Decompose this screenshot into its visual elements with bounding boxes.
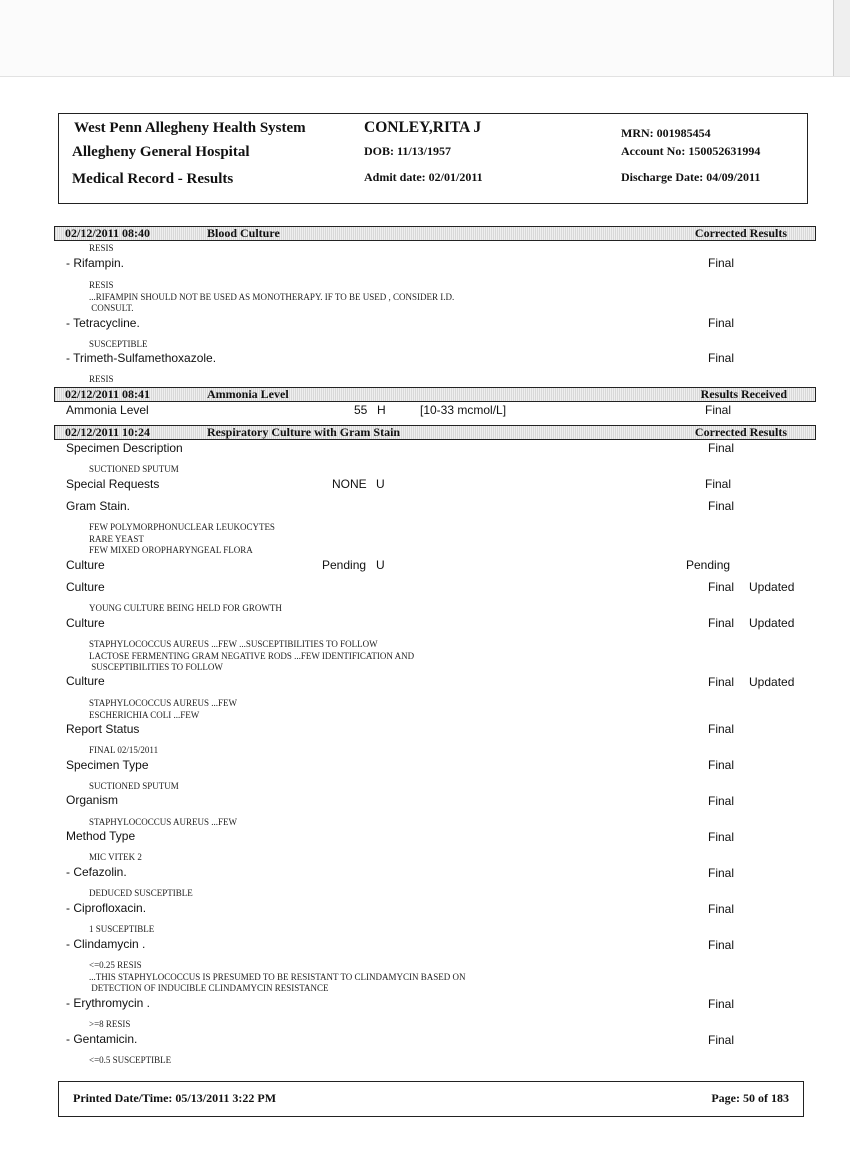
result-flag: U: [376, 558, 385, 572]
section-respiratory-culture: [54, 425, 816, 440]
record-header: [58, 113, 808, 204]
result-status: Final: [708, 499, 735, 513]
section-test-name: Ammonia Level: [207, 387, 289, 401]
result-status: Final: [708, 675, 735, 689]
result-status: Final: [708, 830, 735, 844]
result-status: Final: [708, 580, 735, 594]
section-blood-culture: [54, 226, 816, 241]
result-comment: RESIS ...RIFAMPIN SHOULD NOT BE USED AS MONOTHERAPY. IF TO BE USED , CONSIDER I.D. CONSULT.: [89, 280, 455, 313]
result-comment: DEDUCED SUSCEPTIBLE: [89, 888, 193, 898]
result-comment: STAPHYLOCOCCUS AUREUS ...FEW ...SUSCEPTIBILITIES TO FOLLOW LACTOSE FERMENTING GRAM NEGATIVE RODS ...FEW IDENTIFICATION AND SUSCEPTIBILITIES TO FOLLOW: [89, 639, 415, 672]
section-status: Corrected Results: [694, 226, 787, 240]
result-value: NONE: [332, 477, 367, 491]
result-comment: MIC VITEK 2: [89, 852, 142, 862]
scan-margin: [0, 0, 850, 77]
scan-edge: [833, 0, 850, 76]
hospital-name: Allegheny General Hospital: [72, 144, 250, 160]
result-value: 55: [354, 403, 368, 417]
result-status: Final: [708, 866, 735, 880]
result-comment: RESIS: [89, 243, 114, 253]
result-comment: FEW POLYMORPHONUCLEAR LEUKOCYTES RARE YEAST FEW MIXED OROPHARYNGEAL FLORA: [89, 522, 275, 555]
result-value: Pending: [322, 558, 367, 572]
result-status: Final: [708, 1033, 735, 1047]
result-status: Final: [708, 722, 735, 736]
result-status: Final: [705, 403, 732, 417]
result-comment: STAPHYLOCOCCUS AUREUS ...FEW ESCHERICHIA COLI ...FEW: [89, 698, 238, 720]
section-test-name: Respiratory Culture with Gram Stain: [207, 425, 401, 439]
result-name: Ammonia Level: [66, 403, 149, 417]
result-name: - Cefazolin.: [66, 865, 127, 879]
section-status: Corrected Results: [694, 425, 787, 439]
result-name: - Gentamicin.: [66, 1032, 138, 1046]
result-comment: <=0.5 SUSCEPTIBLE: [89, 1055, 172, 1065]
result-name: Culture: [66, 558, 105, 572]
result-comment: <=0.25 RESIS ...THIS STAPHYLOCOCCUS IS PRESUMED TO BE RESISTANT TO CLINDAMYCIN BASED ON DETECTION OF INDUCIBLE CLINDAMYCIN RESISTANCE: [89, 960, 466, 993]
result-comment: SUCTIONED SPUTUM: [89, 464, 179, 474]
discharge-date: Discharge Date: 04/09/2011: [621, 170, 761, 184]
result-comment: RESIS: [89, 374, 114, 384]
result-name: - Tetracycline.: [66, 316, 140, 330]
result-status: Final: [708, 758, 735, 772]
document-title: Medical Record - Results: [72, 171, 234, 187]
result-name: - Trimeth-Sulfamethoxazole.: [66, 351, 217, 365]
result-status: Final: [708, 902, 735, 916]
result-status: Final: [708, 997, 735, 1011]
result-name: Specimen Description: [66, 441, 183, 455]
result-status: Final: [708, 351, 735, 365]
patient-dob: DOB: 11/13/1957: [364, 144, 452, 158]
result-comment: >=8 RESIS: [89, 1019, 131, 1029]
account-number: Account No: 150052631994: [621, 144, 761, 158]
updated-flag: Updated: [749, 675, 795, 689]
result-comment: SUSCEPTIBLE: [89, 339, 148, 349]
result-name: Gram Stain.: [66, 499, 131, 513]
updated-flag: Updated: [749, 580, 795, 594]
result-comment: SUCTIONED SPUTUM: [89, 781, 179, 791]
result-name: Method Type: [66, 829, 136, 843]
page-number: Page: 50 of 183: [711, 1091, 789, 1105]
result-name: - Rifampin.: [66, 256, 125, 270]
result-status: Final: [708, 441, 735, 455]
result-name: - Clindamycin .: [66, 937, 146, 951]
printed-datetime: Printed Date/Time: 05/13/2011 3:22 PM: [73, 1091, 277, 1105]
result-name: Report Status: [66, 722, 140, 736]
result-name: Organism: [66, 793, 119, 807]
section-test-name: Blood Culture: [207, 226, 280, 240]
result-name: - Erythromycin .: [66, 996, 151, 1010]
section-ammonia-level: [54, 387, 816, 402]
result-status: Pending: [686, 558, 731, 572]
result-status: Final: [708, 938, 735, 952]
result-status: Final: [708, 256, 735, 270]
result-name: Special Requests: [66, 477, 160, 491]
page-footer: [58, 1081, 804, 1117]
result-name: Culture: [66, 674, 105, 688]
result-status: Final: [705, 477, 732, 491]
section-datetime: 02/12/2011 10:24: [65, 425, 151, 439]
updated-flag: Updated: [749, 616, 795, 630]
result-name: Culture: [66, 616, 105, 630]
result-comment: FINAL 02/15/2011: [89, 745, 159, 755]
result-flag: H: [377, 403, 386, 417]
result-status: Final: [708, 316, 735, 330]
result-comment: 1 SUSCEPTIBLE: [89, 924, 155, 934]
org-name: West Penn Allegheny Health System: [74, 120, 306, 136]
mrn: MRN: 001985454: [621, 126, 711, 140]
result-status: Final: [708, 616, 735, 630]
result-name: - Ciprofloxacin.: [66, 901, 147, 915]
result-flag: U: [376, 477, 385, 491]
result-comment: YOUNG CULTURE BEING HELD FOR GROWTH: [89, 603, 282, 613]
section-datetime: 02/12/2011 08:41: [65, 387, 151, 401]
result-status: Final: [708, 794, 735, 808]
reference-range: [10-33 mcmol/L]: [420, 403, 507, 417]
patient-name: CONLEY,RITA J: [364, 119, 482, 136]
admit-date: Admit date: 02/01/2011: [364, 170, 483, 184]
result-name: Specimen Type: [66, 758, 149, 772]
section-status: Results Received: [700, 387, 787, 401]
result-comment: STAPHYLOCOCCUS AUREUS ...FEW: [89, 817, 238, 827]
result-name: Culture: [66, 580, 105, 594]
section-datetime: 02/12/2011 08:40: [65, 226, 151, 240]
